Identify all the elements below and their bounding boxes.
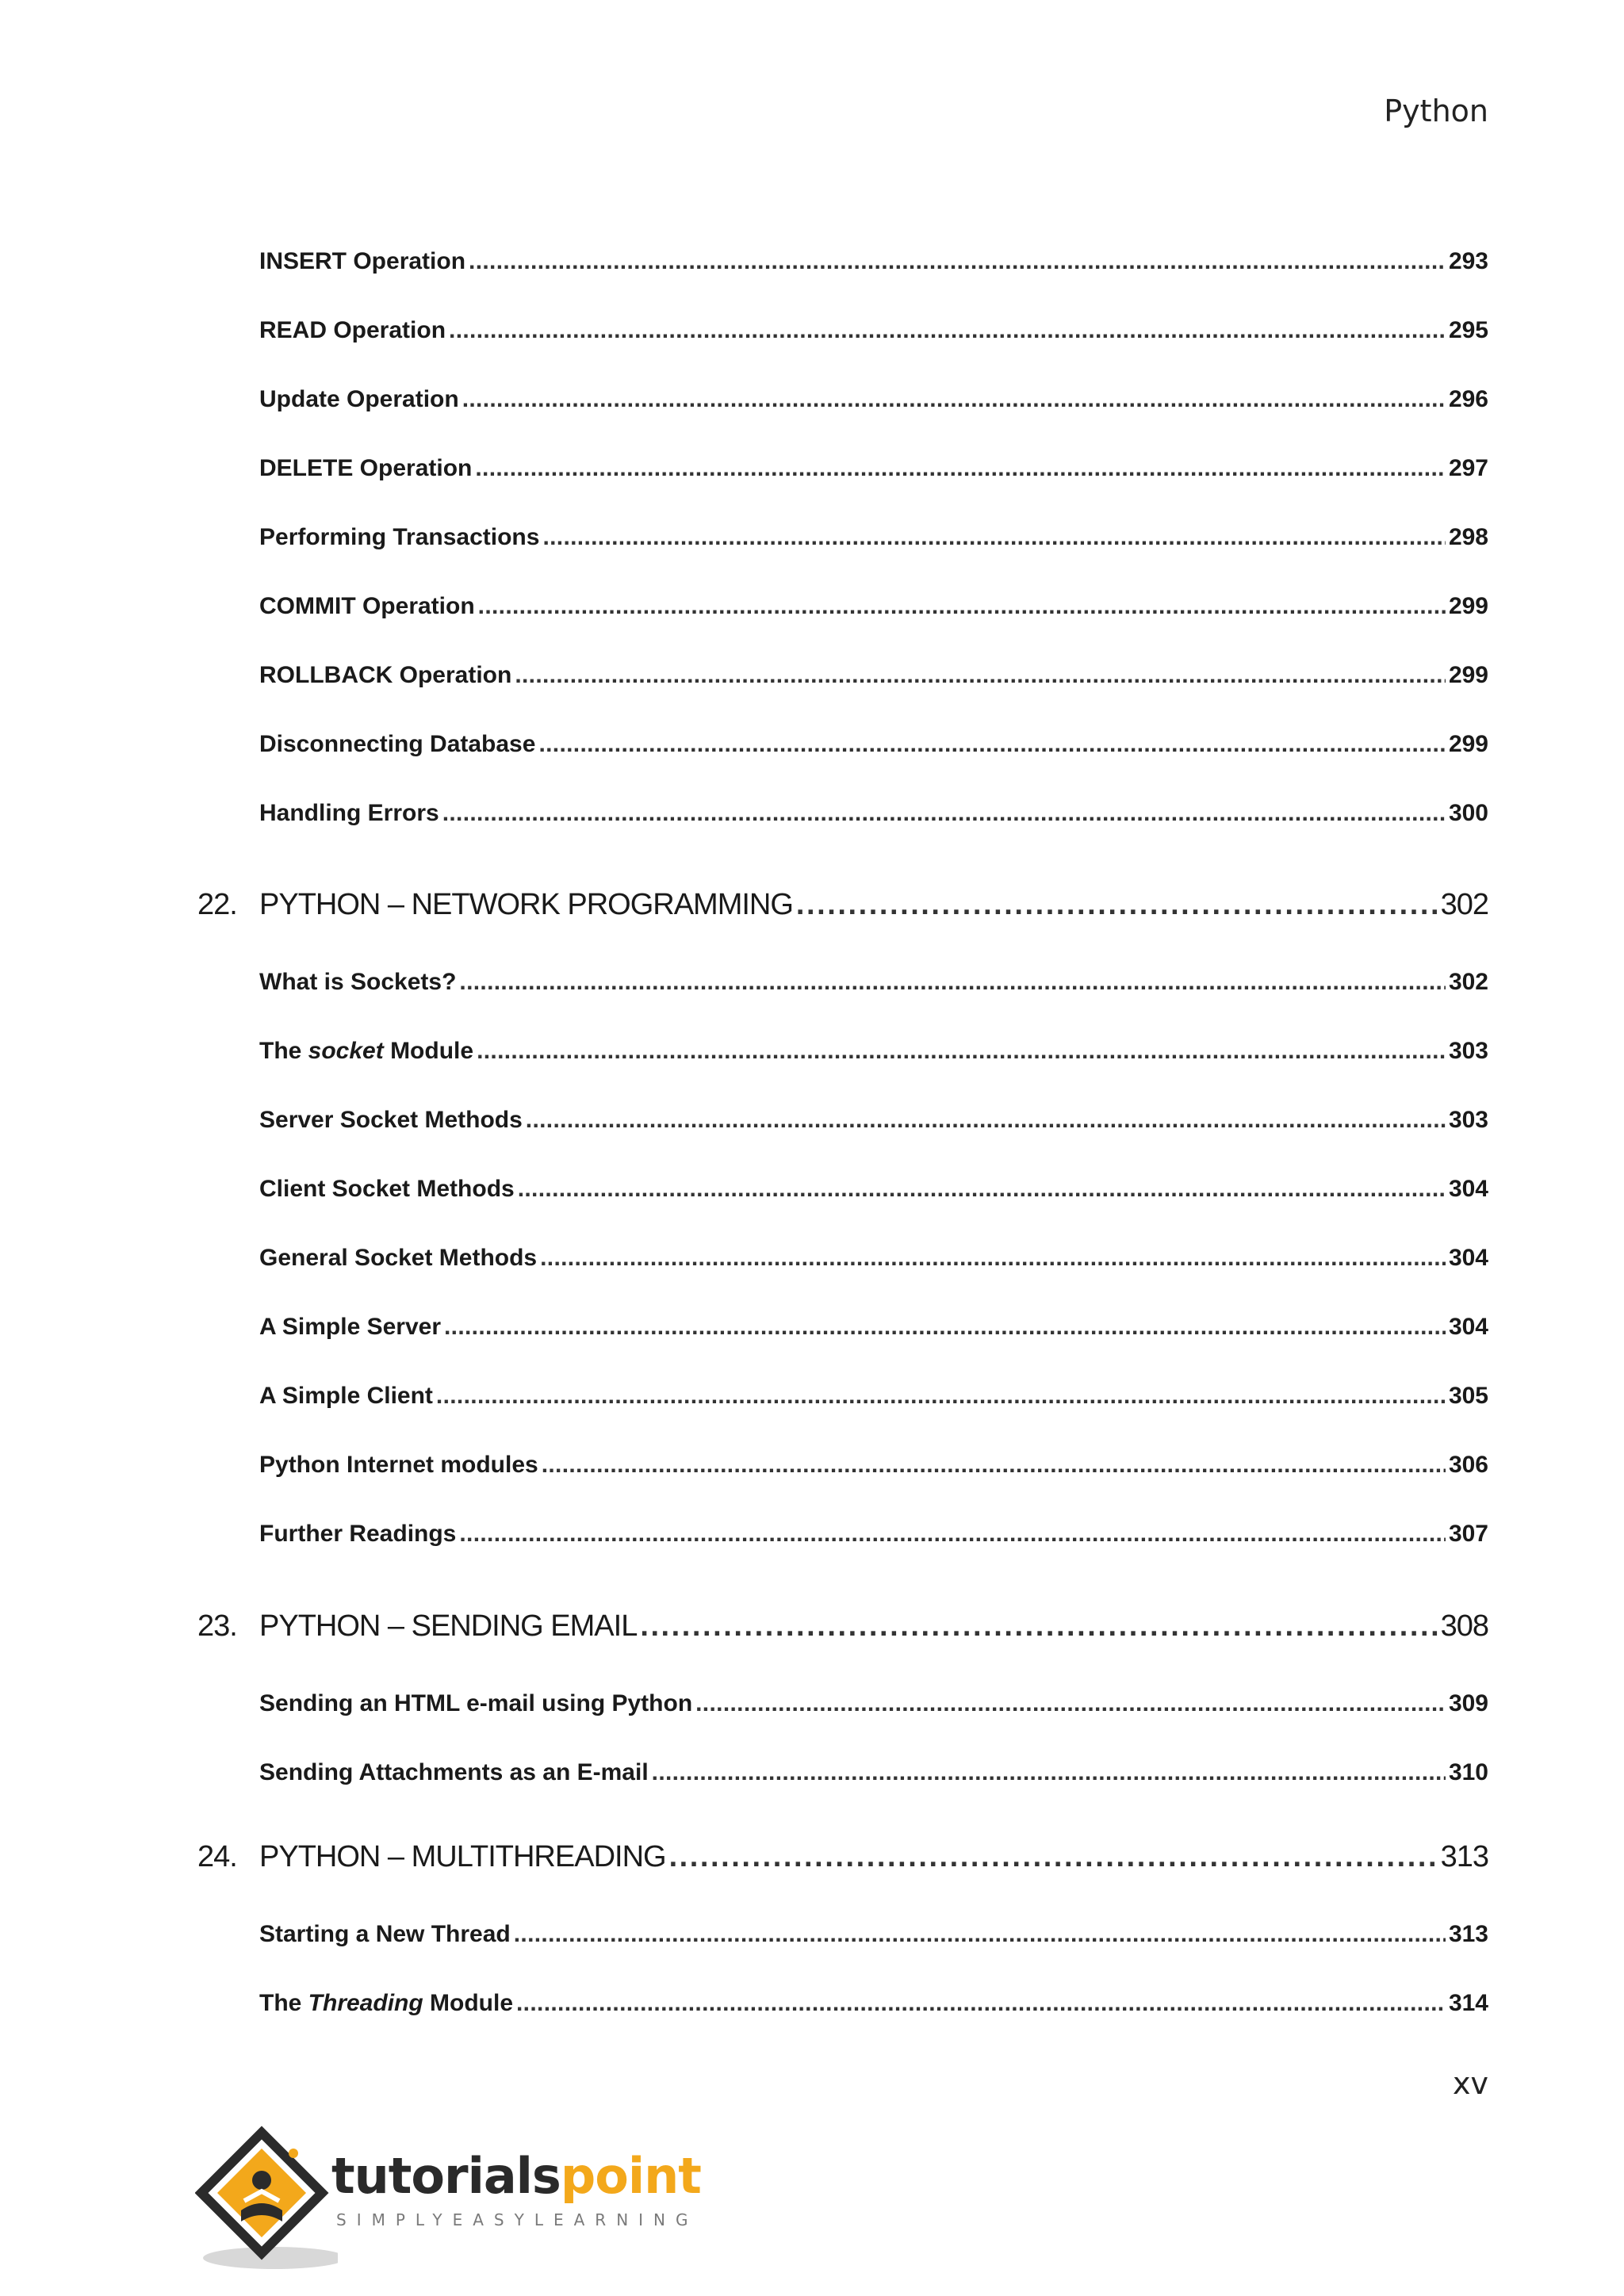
toc-leader-dots [469,248,1446,275]
toc-leader-dots [526,1107,1446,1134]
toc-entry-label: Client Socket Methods [259,1176,515,1202]
toc-leader-dots [695,1690,1446,1717]
toc-leader-dots [538,731,1446,758]
toc-page-number: 313 [1448,1921,1488,1947]
toc-entry-label: PYTHON – SENDING EMAIL [259,1609,638,1643]
toc-entry-label-post: Module [383,1038,474,1064]
toc-leader-dots [459,1521,1446,1548]
toc-leader-dots [477,1038,1446,1065]
toc-entry-label: PYTHON – MULTITHREADING [259,1840,666,1873]
toc-section-entry[interactable] [259,524,1488,556]
toc-leader-dots [640,1609,1437,1644]
toc-entry-label: Sending Attachments as an E-mail [259,1759,649,1785]
page-header-title: Python [1384,94,1488,128]
toc-leader-dots [515,662,1446,689]
toc-page-number: 305 [1448,1383,1488,1409]
toc-entry-label-italic: socket [308,1038,384,1064]
toc-section-entry[interactable] [259,1990,1488,2022]
toc-leader-dots [436,1383,1446,1410]
toc-section-entry[interactable] [259,1107,1488,1138]
toc-leader-dots [652,1759,1446,1786]
logo-wordmark [331,2147,701,2205]
toc-page-number: 304 [1448,1245,1488,1271]
toc-leader-dots [478,593,1446,620]
toc-entry-label: INSERT Operation [259,248,466,274]
toc-entry-label [259,1038,473,1065]
toc-chapter-number: 22. [197,888,237,921]
toc-section-entry[interactable] [259,800,1488,832]
toc-page-number: 309 [1448,1690,1488,1716]
toc-entry-label: Update Operation [259,386,459,412]
toc-page-number: 300 [1448,800,1488,826]
toc-section-entry[interactable] [259,1245,1488,1276]
toc-page-number: 314 [1448,1990,1488,2016]
toc-entry-label-italic: Threading [308,1990,423,2016]
toc-section-entry[interactable] [259,1038,1488,1070]
toc-entry-label: COMMIT Operation [259,593,475,619]
toc-entry-label: A Simple Client [259,1383,433,1409]
toc-leader-dots [442,800,1446,827]
toc-section-entry[interactable] [259,969,1488,1001]
toc-page-number: 296 [1448,386,1488,412]
toc-page-number: 302 [1440,888,1488,921]
toc-entry-label: Server Socket Methods [259,1107,523,1133]
toc-page-number: 304 [1448,1176,1488,1202]
toc-entry-label-post: Module [423,1990,514,2016]
toc-page-number: 293 [1448,248,1488,274]
toc-leader-dots [516,1990,1446,2017]
toc-section-entry[interactable] [259,386,1488,418]
toc-page-number: 295 [1448,317,1488,343]
toc-chapter-entry[interactable] [197,1840,1488,1880]
logo-emblem-icon [195,2125,338,2275]
toc-entry-label-pre: The [259,1990,308,2016]
toc-chapter-number: 24. [197,1840,237,1873]
toc-section-entry[interactable] [259,662,1488,694]
toc-entry-label: Sending an HTML e-mail using Python [259,1690,693,1716]
toc-section-entry[interactable] [259,1921,1488,1953]
toc-section-entry[interactable] [259,1176,1488,1207]
toc-page-number: 310 [1448,1759,1488,1785]
toc-leader-dots [540,1245,1446,1272]
toc-entry-label: READ Operation [259,317,446,343]
toc-entry-label-pre: The [259,1038,308,1064]
toc-page-number: 302 [1448,969,1488,995]
toc-entry-label: What is Sockets? [259,969,457,995]
toc-entry-label: Python Internet modules [259,1452,538,1478]
toc-page-number: 299 [1448,731,1488,757]
toc-entry-label: A Simple Server [259,1314,441,1340]
toc-section-entry[interactable] [259,731,1488,763]
toc-section-entry[interactable] [259,248,1488,280]
toc-entry-label: Disconnecting Database [259,731,536,757]
toc-leader-dots [796,888,1438,922]
toc-leader-dots [542,1452,1446,1479]
toc-section-entry[interactable] [259,1452,1488,1483]
tutorialspoint-logo [195,2125,701,2275]
toc-page-number: 303 [1448,1107,1488,1133]
toc-chapter-entry[interactable] [197,1609,1488,1649]
toc-section-entry[interactable] [259,1314,1488,1345]
toc-entry-label: PYTHON – NETWORK PROGRAMMING [259,888,793,921]
toc-leader-dots [475,455,1446,482]
toc-page-number: 308 [1440,1609,1488,1643]
toc-page-number: 303 [1448,1038,1488,1064]
toc-leader-dots [518,1176,1446,1203]
toc-entry-label: Handling Errors [259,800,439,826]
toc-page-number: 307 [1448,1521,1488,1547]
toc-section-entry[interactable] [259,593,1488,625]
toc-entry-label [259,1990,513,2017]
toc-entry-label: ROLLBACK Operation [259,662,512,688]
toc-entry-label: Further Readings [259,1521,457,1547]
toc-leader-dots [449,317,1446,344]
toc-section-entry[interactable] [259,1690,1488,1722]
toc-entry-label: DELETE Operation [259,455,473,481]
toc-page-number: 313 [1440,1840,1488,1873]
toc-section-entry[interactable] [259,1759,1488,1791]
toc-chapter-entry[interactable] [197,888,1488,928]
toc-page-number: 299 [1448,662,1488,688]
toc-entry-label: General Socket Methods [259,1245,538,1271]
toc-page-number: 306 [1448,1452,1488,1478]
toc-page-number: 297 [1448,455,1488,481]
toc-page-number: 304 [1448,1314,1488,1340]
toc-leader-dots [669,1840,1438,1874]
toc-leader-dots [459,969,1446,996]
toc-entry-label: Starting a New Thread [259,1921,511,1947]
toc-section-entry[interactable] [259,317,1488,349]
page-number: xv [1453,2066,1488,2101]
toc-section-entry[interactable] [259,1383,1488,1414]
toc-page-number: 299 [1448,593,1488,619]
toc-leader-dots [444,1314,1446,1341]
toc-chapter-number: 23. [197,1609,237,1643]
toc-leader-dots [542,524,1446,551]
toc-section-entry[interactable] [259,1521,1488,1552]
logo-wordmark-part2: point [560,2147,701,2205]
logo-wordmark-part1: tutorials [331,2147,561,2205]
toc-entry-label: Performing Transactions [259,524,540,550]
toc-page-number: 298 [1448,524,1488,550]
toc-leader-dots [514,1921,1446,1948]
logo-tagline: SIMPLYEASYLEARNING [336,2210,699,2229]
toc-leader-dots [462,386,1446,413]
toc-section-entry[interactable] [259,455,1488,487]
